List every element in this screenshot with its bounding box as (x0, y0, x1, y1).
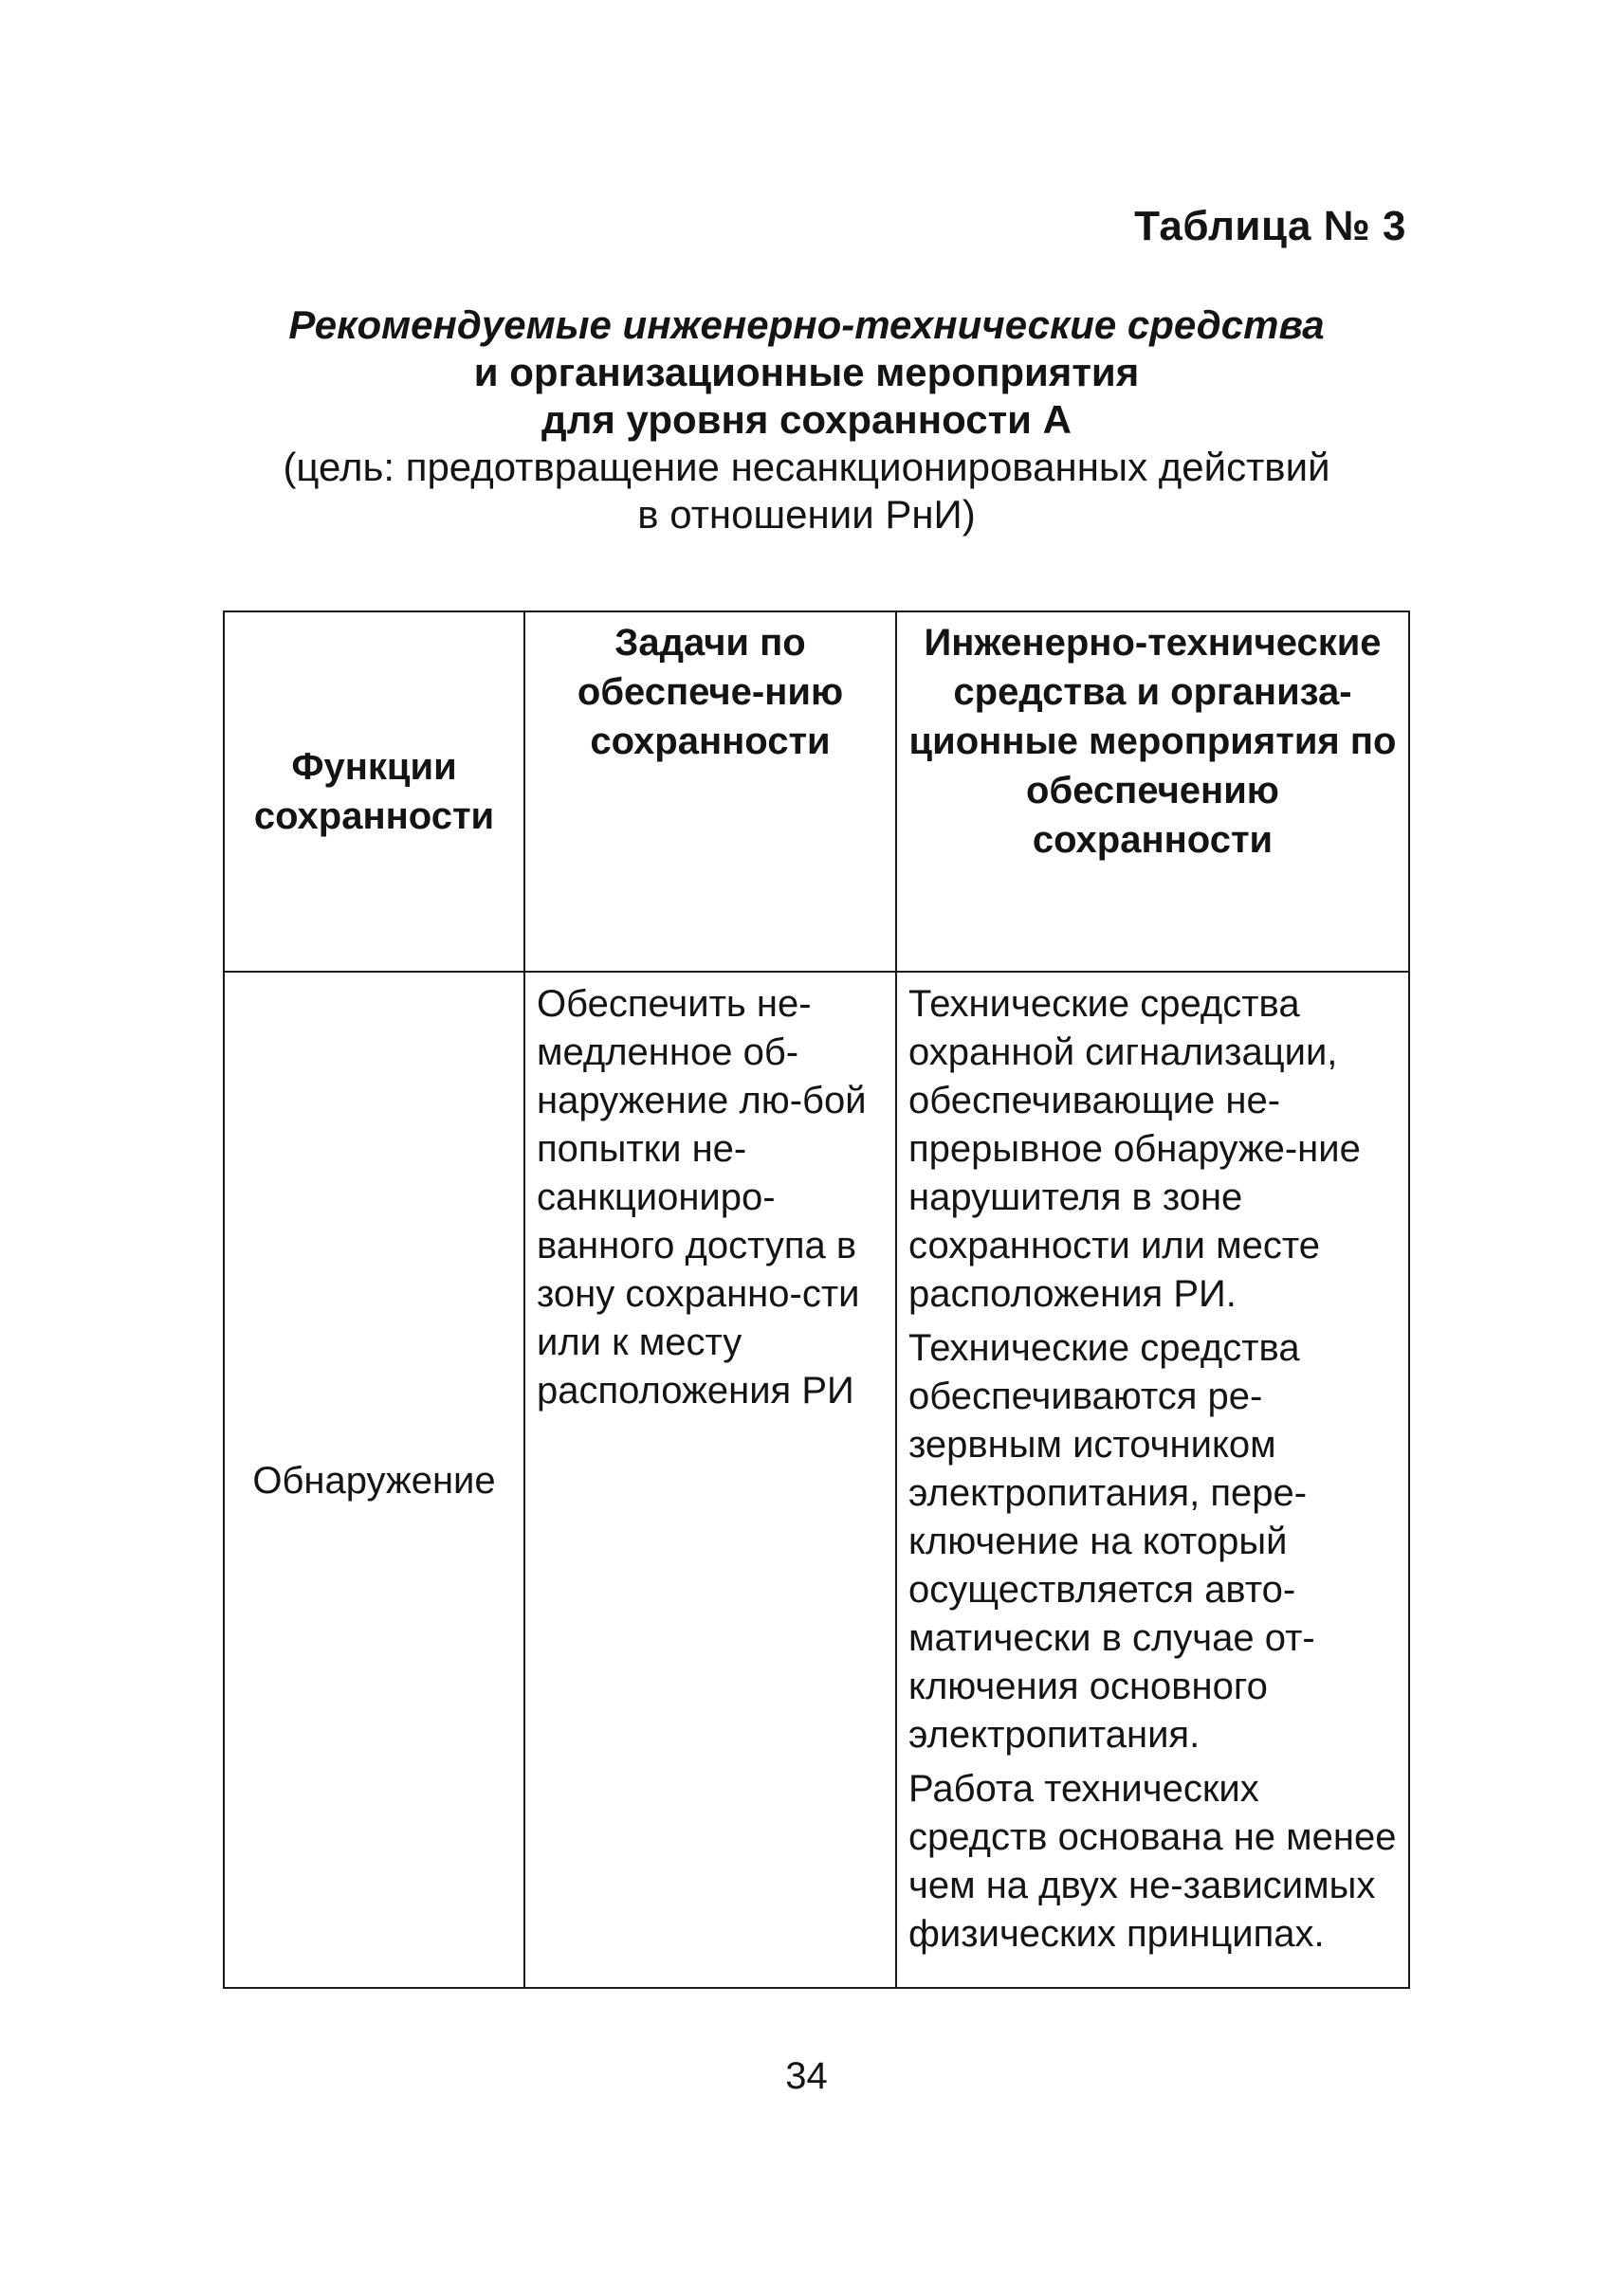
cell-function: Обнаружение (224, 972, 524, 1988)
security-measures-table (223, 610, 1410, 1989)
header-functions: Функции сохранности (224, 611, 524, 972)
page-number: 34 (785, 2055, 828, 2097)
heading-line-5: в отношении РнИ) (637, 492, 976, 537)
heading-line-1: Рекомендуемые инженерно-технические средства (288, 302, 1325, 347)
means-paragraph: Работа технических средств основана не менее чем на двух не-зависимых физических принципах. (908, 1768, 1397, 1955)
heading-line-4: (цель: предотвращение несанкционированных действий (283, 445, 1330, 489)
table-row (224, 972, 1409, 1988)
table-heading (0, 301, 1613, 538)
cell-means (896, 972, 1409, 1988)
table-header-row (224, 611, 1409, 972)
header-tasks: Задачи по обеспече-нию сохранности (524, 611, 896, 972)
heading-line-2: и организационные мероприятия (473, 350, 1140, 394)
heading-line-3: для уровня сохранности А (541, 397, 1072, 442)
means-paragraph: Технические средства охранной сигнализации, обеспечивающие не-прерывное обнаруже-ние нарушителя в зоне сохранности или месте расположения РИ. (908, 983, 1361, 1315)
means-paragraph: Технические средства обеспечиваются ре-зервным источником электропитания, пере-ключение на который осуществляется авто-матически в случае от-ключения основного электропитания. (908, 1327, 1315, 1756)
header-means: Инженерно-технические средства и организа-ционные мероприятия по обеспечению сохранности (896, 611, 1409, 972)
cell-task: Обеспечить не-медленное об-наружение лю-бой попытки не-санкциониро-ванного доступа в зону сохранно-сти или к месту расположения РИ (524, 972, 896, 1988)
table-number-label: Таблица № 3 (1134, 203, 1406, 249)
